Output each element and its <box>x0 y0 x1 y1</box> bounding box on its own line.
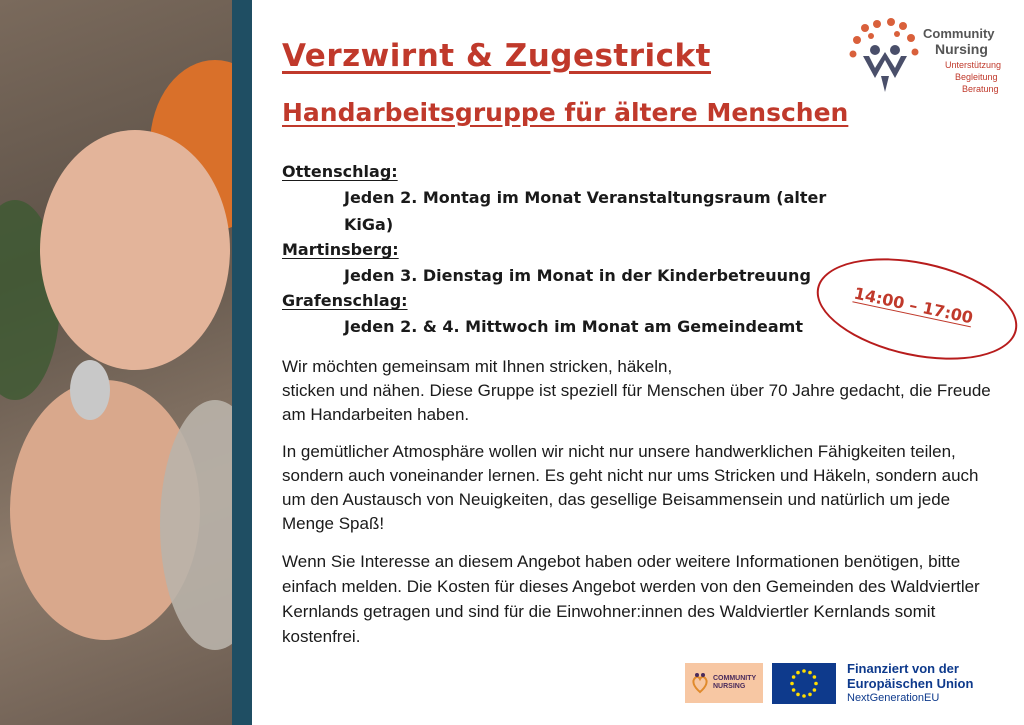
description <box>282 355 1002 662</box>
cn-logo-line: COMMUNITY <box>713 675 757 682</box>
schedule-list <box>282 160 842 340</box>
heart-people-icon <box>691 672 709 694</box>
eu-funding-line3: NextGenerationEU <box>847 692 940 704</box>
cn-logo-line: NURSING <box>713 683 746 690</box>
paragraph-intro <box>282 355 1002 427</box>
eu-funding-line2: Europäischen Union <box>847 676 974 691</box>
schedule-item <box>282 160 842 238</box>
knitting-hands-photo <box>0 0 232 725</box>
eu-funding-text <box>847 661 973 705</box>
logo-tagline: Begleitung <box>955 72 998 82</box>
schedule-place: Martinsberg: <box>282 240 399 259</box>
schedule-place: Ottenschlag: <box>282 162 398 181</box>
schedule-item <box>282 238 842 289</box>
schedule-item <box>282 289 842 340</box>
eu-funding-line1: Finanziert von der <box>847 661 959 676</box>
community-nursing-footer-logo <box>685 663 763 703</box>
schedule-when: Jeden 2. Montag im Monat Veranstaltungsraum (alter KiGa) <box>344 188 827 234</box>
logo-tagline: Beratung <box>962 84 999 94</box>
logo-tagline: Unterstützung <box>945 60 1002 70</box>
page-subtitle: Handarbeitsgruppe für ältere Menschen <box>282 98 849 127</box>
logo-org-line2: Nursing <box>935 41 988 57</box>
time-badge-text: 14:00 – 17:00 <box>852 283 975 328</box>
community-nursing-logo <box>845 16 1005 98</box>
tree-people-icon <box>845 16 925 96</box>
paragraph-contact: Wenn Sie Interesse an diesem Angebot haben oder weitere Informationen benötigen, bitte einfach melden. Die Kosten für dieses Angebot werden von den Gemeinden des Waldviertler Kernlands getragen und sind für die Einwohner:innen des Waldviertler Kernlands somit kostenfrei. <box>282 552 980 646</box>
page-title: Verzwirnt & Zugestrickt <box>282 38 711 74</box>
eu-flag <box>772 663 836 704</box>
logo-org-line1: Community <box>923 26 995 41</box>
paragraph-line: sticken und nähen. Diese Gruppe ist speziell für Menschen über 70 Jahre gedacht, die Freude am Handarbeiten haben. <box>282 381 991 424</box>
accent-bar <box>232 0 252 725</box>
schedule-place: Grafenschlag: <box>282 291 408 310</box>
paragraph-line: Wir möchten gemeinsam mit Ihnen stricken, häkeln, <box>282 357 673 376</box>
eu-stars-icon <box>772 663 836 704</box>
paragraph-atmosphere: In gemütlicher Atmosphäre wollen wir nicht nur unsere handwerklichen Fähigkeiten teilen, sondern auch voneinander lernen. Es geht nicht nur ums Stricken und Häkeln, sondern auch um den Austausch von Neuigkeiten, das gesellige Beisammensein und natürlich um jede Menge Spaß! <box>282 442 979 533</box>
schedule-when: Jeden 2. & 4. Mittwoch im Monat am Gemeindeamt <box>344 317 803 336</box>
schedule-when: Jeden 3. Dienstag im Monat in der Kinderbetreuung <box>344 266 811 285</box>
